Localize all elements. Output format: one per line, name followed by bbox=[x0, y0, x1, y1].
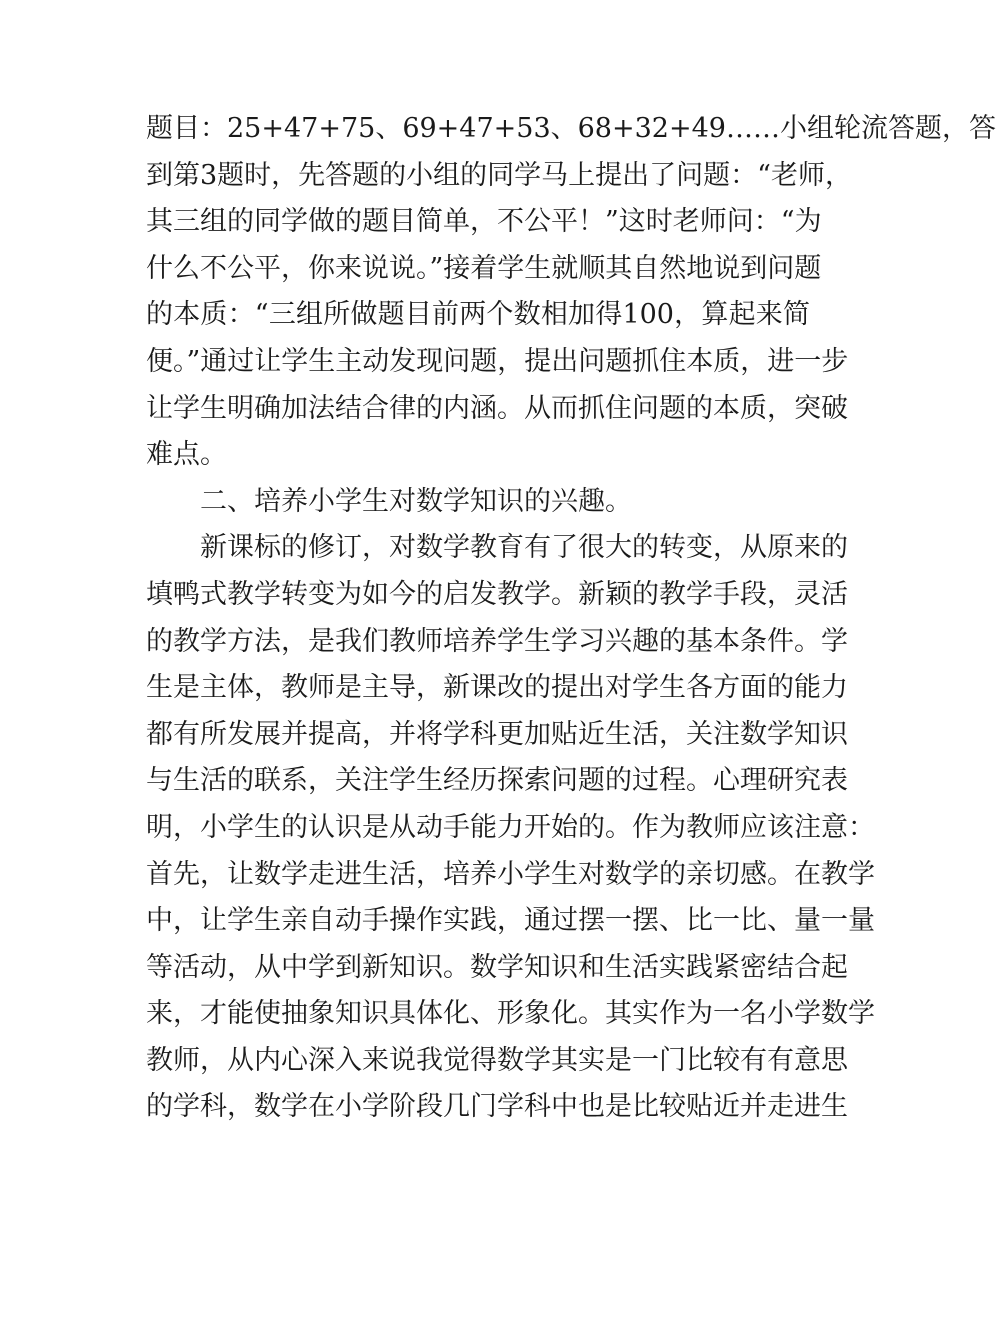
text-line: 生是主体，教师是主导，新课改的提出对学生各方面的能力 bbox=[146, 672, 848, 704]
text-line: 的学科，数学在小学阶段几门学科中也是比较贴近并走进生 bbox=[146, 1091, 848, 1123]
text-line: 等活动，从中学到新知识。数学知识和生活实践紧密结合起 bbox=[146, 951, 848, 983]
section-heading: 二、培养小学生对数学知识的兴趣。 bbox=[200, 485, 632, 517]
text-line: 的本质：“三组所做题目前两个数相加得100，算起来简 bbox=[146, 299, 810, 331]
body-text bbox=[146, 106, 996, 1131]
text-line: 其三组的同学做的题目简单，不公平！”这时老师问：“为 bbox=[146, 206, 822, 238]
text-line: 让学生明确加法结合律的内涵。从而抓住问题的本质，突破 bbox=[146, 392, 848, 424]
text-line: 什么不公平，你来说说。”接着学生就顺其自然地说到问题 bbox=[146, 252, 822, 284]
text-line: 的教学方法，是我们教师培养学生学习兴趣的基本条件。学 bbox=[146, 625, 848, 657]
text-line: 填鸭式教学转变为如今的启发教学。新颖的教学手段，灵活 bbox=[146, 578, 848, 610]
text-line: 来，才能使抽象知识具体化、形象化。其实作为一名小学数学 bbox=[146, 998, 875, 1030]
text-line: 题目：25+47+75、69+47+53、68+32+49……小组轮流答题，答 bbox=[146, 113, 996, 144]
text-line: 到第3题时，先答题的小组的同学马上提出了问题：“老师， bbox=[146, 159, 852, 191]
text-line: 教师，从内心深入来说我觉得数学其实是一门比较有有意思 bbox=[146, 1044, 848, 1076]
text-line: 都有所发展并提高，并将学科更加贴近生活，关注数学知识 bbox=[146, 718, 848, 750]
text-line: 新课标的修订，对数学教育有了很大的转变，从原来的 bbox=[200, 532, 848, 564]
text-line: 与生活的联系，关注学生经历探索问题的过程。心理研究表 bbox=[146, 765, 848, 797]
text-line: 首先，让数学走进生活，培养小学生对数学的亲切感。在教学 bbox=[146, 858, 875, 890]
text-line: 明，小学生的认识是从动手能力开始的。作为教师应该注意： bbox=[146, 811, 875, 843]
text-line: 便。”通过让学生主动发现问题，提出问题抓住本质，进一步 bbox=[146, 345, 849, 377]
text-line: 中，让学生亲自动手操作实践，通过摆一摆、比一比、量一量 bbox=[146, 905, 875, 937]
text-line: 难点。 bbox=[146, 439, 227, 471]
